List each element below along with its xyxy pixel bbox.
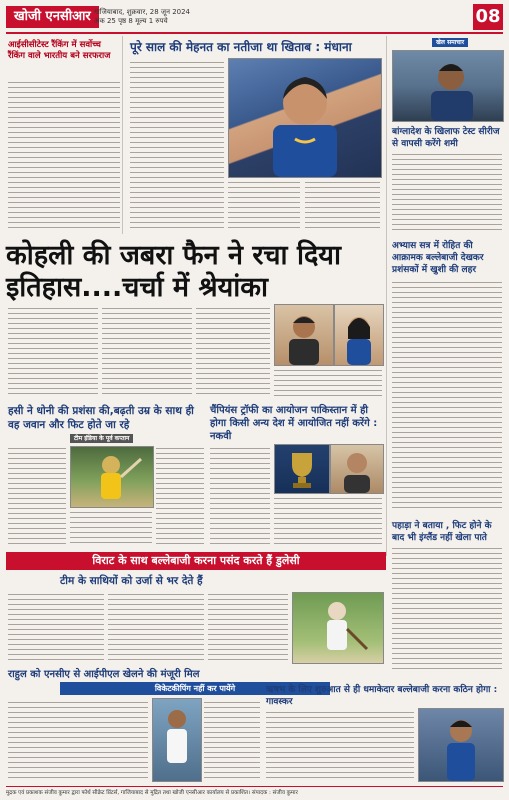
player-photo-illustration	[335, 305, 383, 365]
column-rule	[122, 36, 123, 234]
gavaskar-body	[266, 710, 414, 780]
champions-headline: चैंपियंस ट्रॉफी का आयोजन पाकिस्तान में ही होगा किसी अन्य देश में आयोजित नहीं करेंगे : नकवी	[210, 405, 378, 442]
sports-tag: खेल समाचार	[432, 38, 468, 47]
footer-imprint: मुद्रक एवं प्रकाशक संजीव कुमार द्वारा फोर्थ सीक्रेट प्रिंटर्स, गाजियाबाद से मुद्रित तथा खोजी एनसीआर कार्यालय से प्रकाशित। संपादक : संजीव कुमार	[6, 786, 503, 799]
team-body-col1	[8, 592, 104, 662]
masthead	[6, 4, 503, 34]
trophy-illustration	[275, 445, 329, 493]
duleep-band: विराट के साथ बल्लेबाजी करना पसंद करते हैं डुलेसी	[6, 552, 386, 570]
form-headline: पहाड़ा ने बताया , फिट होने के बाद भी इंग्लैंड नहीं खेला पाते	[392, 521, 492, 543]
ranking-headline: आईसीसीटेस्ट रैंकिंग में सर्वोच्च रैंकिंग वाले भारतीय बने सरफराज	[8, 40, 111, 61]
person-photo-illustration	[331, 445, 383, 493]
kohli-body-col1	[8, 306, 98, 398]
shami-photo	[392, 50, 504, 122]
form-body	[392, 546, 502, 672]
kohli-headline	[6, 240, 376, 304]
mandhana-headline: पूरे साल की मेहनत का नतीजा था खिताब : मंधाना	[130, 40, 352, 54]
dhoni-body-col2	[156, 446, 204, 546]
player-photo-illustration	[71, 447, 153, 507]
rahul-body-col1	[8, 700, 148, 780]
duleep-photo	[292, 592, 384, 664]
kohli-photo	[274, 304, 334, 366]
date-text: गाजियाबाद, शुक्रवार, 28 जून 2024	[94, 8, 191, 16]
asian-body	[392, 280, 502, 510]
player-photo-illustration	[293, 593, 383, 663]
kohli-headline-line2: इतिहास....चर्चा में श्रेयांका	[6, 272, 268, 303]
dhoni-photo	[70, 446, 154, 508]
team-body-col3	[208, 592, 288, 662]
gavaskar-headline: ऋषभ के लिए शुरुआत से ही धमाकेदार बल्लेबाजी करना कठिन होगा : गावस्कर	[266, 685, 498, 707]
bangladesh-body	[392, 152, 502, 232]
champions-body-col2	[274, 496, 382, 546]
dhoni-body-col1	[8, 446, 66, 546]
mandhana-body-col1	[130, 60, 224, 230]
mandhana-body-col2	[228, 180, 300, 232]
kohli-body-col3	[196, 306, 270, 398]
kohli-body-col2	[102, 306, 192, 398]
bangladesh-headline: बांग्लादेश के खिलाफ टेस्ट सीरीज से वापसी करेंगे शमी	[392, 127, 500, 149]
naqvi-photo	[330, 444, 384, 494]
issue-text: अंक 25 पृष्ठ 8 मूल्य 1 रुपये	[94, 17, 168, 25]
player-photo-illustration	[275, 305, 333, 365]
trophy-photo	[274, 444, 330, 494]
dhoni-kicker: टीम इंडिया के पूर्व कप्तान	[70, 434, 133, 443]
brand-logo: खोजी एनसीआर	[6, 6, 99, 28]
player-photo-illustration	[229, 59, 381, 177]
dhoni-headline: हसी ने धोनी की प्रशंसा की,बढ़ती उम्र के साथ ही वह जवान और फिट होते जा रहे	[8, 405, 194, 431]
kohli-headline-line1: कोहली की जबरा फैन ने रचा दिया	[6, 240, 341, 271]
date-line	[94, 8, 190, 26]
mandhana-body-col3	[305, 180, 380, 232]
pant-photo	[418, 708, 504, 782]
rahul-body-col2	[204, 700, 260, 780]
dhoni-body-col3	[70, 510, 152, 546]
rahul-photo	[152, 698, 202, 782]
rahul-subhead: विकेटकीपिंग नहीं कर पायेंगे	[60, 682, 330, 695]
player-photo-illustration	[153, 699, 201, 781]
champions-body-col1	[210, 446, 270, 546]
team-body-col2	[108, 592, 204, 662]
asian-headline: अभ्यास सत्र में रोहित की आक्रामक बल्लेबाजी देखकर प्रशंसकों में खुशी की लहर	[392, 241, 484, 275]
shreyanka-photo	[334, 304, 384, 366]
column-rule	[386, 36, 387, 556]
page-number: 08	[473, 4, 503, 30]
team-headline: टीम के साथियों को उर्जा से भर देते हैं	[60, 575, 203, 587]
player-photo-illustration	[419, 709, 503, 781]
kohli-photo-caption	[274, 368, 382, 398]
mandhana-photo	[228, 58, 382, 178]
player-photo-illustration	[393, 51, 503, 121]
rahul-headline: राहुल को एनसीए से आईपीएल खेलने की मंजूरी मिल	[8, 669, 200, 680]
ranking-body	[8, 80, 120, 230]
